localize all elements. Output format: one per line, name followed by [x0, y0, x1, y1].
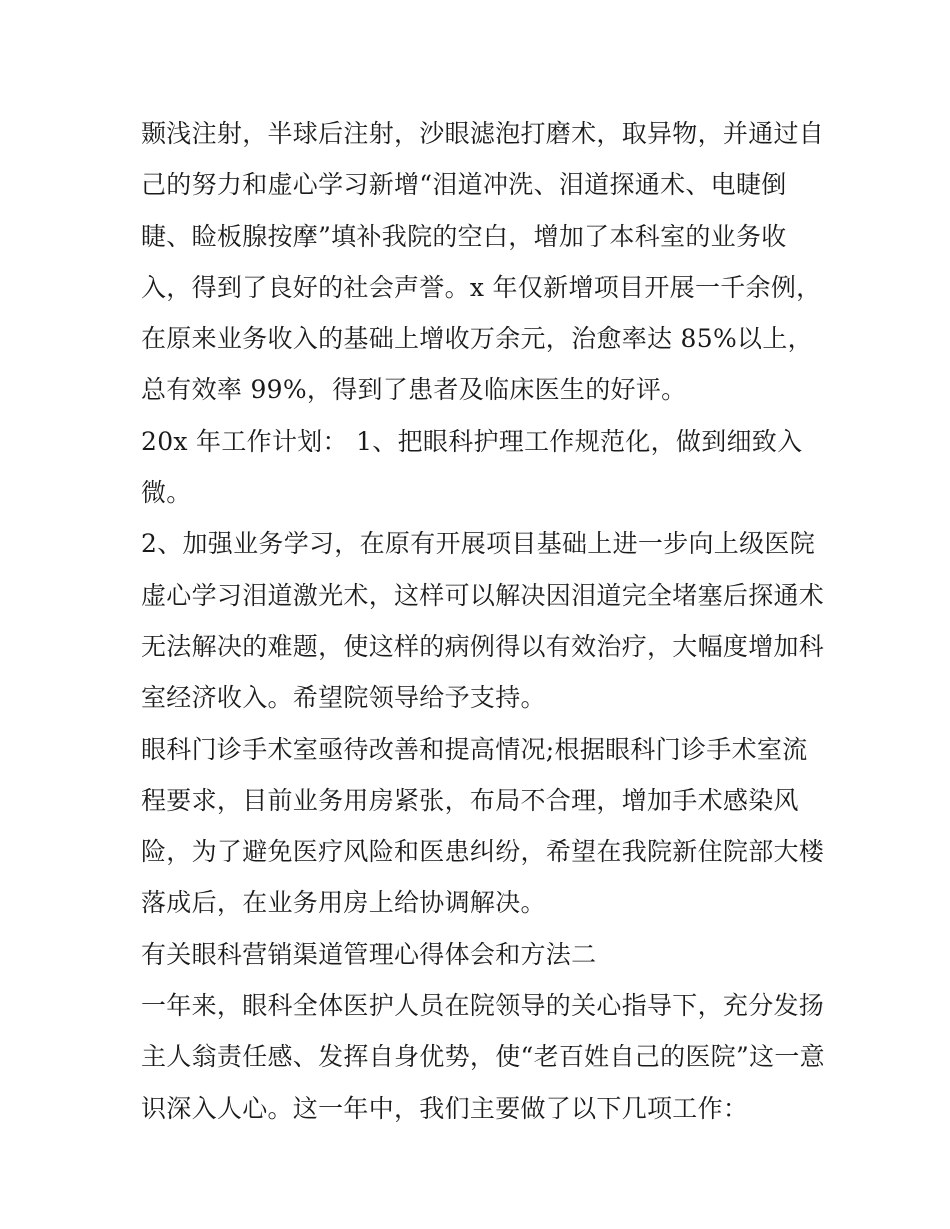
text-line: 室经济收入。希望院领导给予支持。	[141, 683, 546, 713]
text-line: 在原来业务收入的基础上增收万余元，治愈率达 85%以上，	[141, 324, 813, 354]
text-line: 2、加强业务学习，在原有开展项目基础上进一步向上级医院	[141, 529, 816, 559]
text-line: 无法解决的难题，使这样的病例得以有效治疗，大幅度增加科	[141, 631, 825, 661]
text-line: 落成后，在业务用房上给协调解决。	[141, 888, 546, 918]
text-line: 颞浅注射，半球后注射，沙眼滤泡打磨术，取异物，并通过自	[141, 119, 825, 148]
text-line: 眼科门诊手术室亟待改善和提高情况;根据眼科门诊手术室流	[141, 734, 808, 764]
section-title: 有关眼科营销渠道管理心得体会和方法二	[141, 939, 597, 969]
document-body	[141, 108, 825, 1134]
text-line: 己的努力和虚心学习新增“泪道冲洗、泪道探通术、电睫倒	[141, 170, 787, 200]
text-line: 虚心学习泪道激光术，这样可以解决因泪道完全堵塞后探通术	[141, 580, 825, 610]
text-line: 总有效率 99%，得到了患者及临床医生的好评。	[141, 375, 687, 405]
work-plan-heading-line: 20x 年工作计划： 1、把眼科护理工作规范化，做到细致入	[141, 426, 803, 456]
text-line: 程要求，目前业务用房紧张，布局不合理，增加手术感染风	[141, 785, 799, 815]
text-line: 险，为了避免医疗风险和医患纠纷，希望在我院新住院部大楼	[141, 837, 825, 867]
text-line: 主人翁责任感、发挥自身优势，使“老百姓自己的医院”这一意	[141, 1042, 825, 1072]
text-line: 微。	[141, 478, 192, 508]
text-line: 睫、睑板腺按摩”填补我院的空白，增加了本科室的业务收	[141, 221, 787, 251]
text-line: 识深入人心。这一年中，我们主要做了以下几项工作：	[141, 1093, 749, 1123]
text-line: 入，得到了良好的社会声誉。x 年仅新增项目开展一千余例，	[141, 272, 822, 302]
text-line: 一年来，眼科全体医护人员在院领导的关心指导下，充分发扬	[141, 991, 825, 1021]
